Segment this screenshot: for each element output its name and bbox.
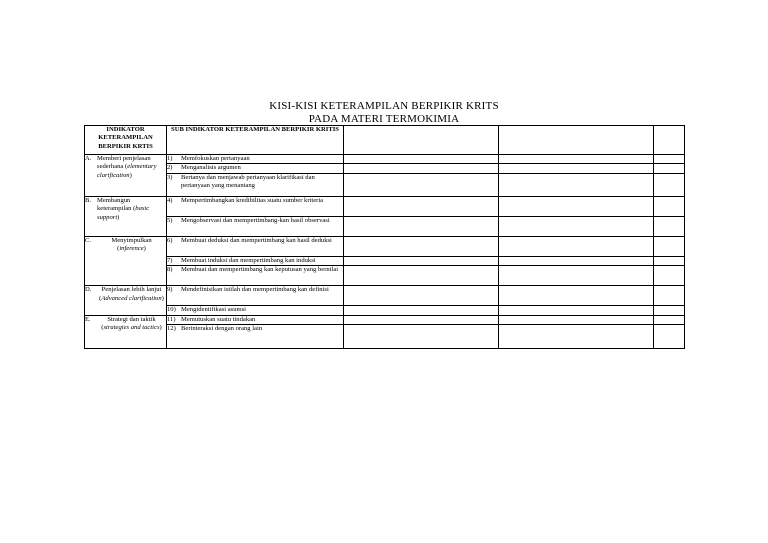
sub-indicator-6: 6) Membuat deduksi dan mempertimbang kan hasil deduksi bbox=[167, 236, 344, 256]
table-row bbox=[85, 256, 685, 265]
table-row bbox=[85, 236, 685, 256]
header-row bbox=[85, 126, 685, 155]
table-row bbox=[85, 164, 685, 173]
table-row bbox=[85, 286, 685, 306]
sub-indicator-3: 3) Bertanya dan menjawab pertanyaan klarifikasi dan pertanyaan yang menantang bbox=[167, 173, 344, 196]
indicator-a: A. Memberi penjelasan sederhana (elementary clarification) bbox=[85, 155, 167, 197]
document-title: KISI-KISI KETERAMPILAN BERPIKIR KRITS bbox=[269, 100, 499, 112]
sub-indicator-11: 11) Memutuskan suatu tindakan bbox=[167, 315, 344, 324]
table-row bbox=[85, 325, 685, 349]
sub-indicator-9: 9) Mendefinisikan istilah dan mempertimbang kan definisi bbox=[167, 286, 344, 306]
sub-indicator-5: 5) Mengobservasi dan mempertimbang-kan hasil observasi bbox=[167, 216, 344, 236]
sub-indicator-12: 12) Berinteraksi dengan orang lain bbox=[167, 325, 344, 349]
table-row bbox=[85, 155, 685, 164]
table-row bbox=[85, 306, 685, 315]
indicator-d: D. Penjelasan lebih lanjut (Advanced clarification) bbox=[85, 286, 167, 315]
header-blank-col3 bbox=[344, 126, 499, 155]
table-row bbox=[85, 266, 685, 286]
header-indikator: INDIKATOR KETERAMPILAN BERPIKIR KRTIS bbox=[85, 126, 167, 155]
sub-indicator-2: 2) Menganalisis argumen bbox=[167, 164, 344, 173]
header-blank-col5 bbox=[654, 126, 685, 155]
kisi-kisi-table bbox=[84, 125, 685, 349]
table-row bbox=[85, 173, 685, 196]
header-blank-col4 bbox=[499, 126, 654, 155]
sub-indicator-10: 10) Mengidentifikasi asumsi bbox=[167, 306, 344, 315]
indicator-e: E. Strategi dan taktik (strategies and tactics) bbox=[85, 315, 167, 348]
sub-indicator-1: 1) Memfokuskan pertanyaan bbox=[167, 155, 344, 164]
indicator-b: B. Membangun keterampilan (basic support) bbox=[85, 196, 167, 236]
table-row bbox=[85, 196, 685, 216]
table-row bbox=[85, 216, 685, 236]
document-subtitle: PADA MATERI TERMOKIMIA bbox=[308, 113, 460, 125]
table-row bbox=[85, 315, 685, 324]
sub-indicator-4: 4) Mempertimbangkan kredibilitas suatu sumber kriteria bbox=[167, 196, 344, 216]
indicator-c: C. Menyimpulkan (inference) bbox=[85, 236, 167, 285]
sub-indicator-7: 7) Membuat induksi dan mempertimbang kan induksi bbox=[167, 256, 344, 265]
sub-indicator-8: 8) Membuat dan mempertimbang kan keputusan yang bernilai bbox=[167, 266, 344, 286]
header-sub-indikator: SUB INDIKATOR KETERAMPILAN BERPIKIR KRITIS bbox=[167, 126, 344, 155]
